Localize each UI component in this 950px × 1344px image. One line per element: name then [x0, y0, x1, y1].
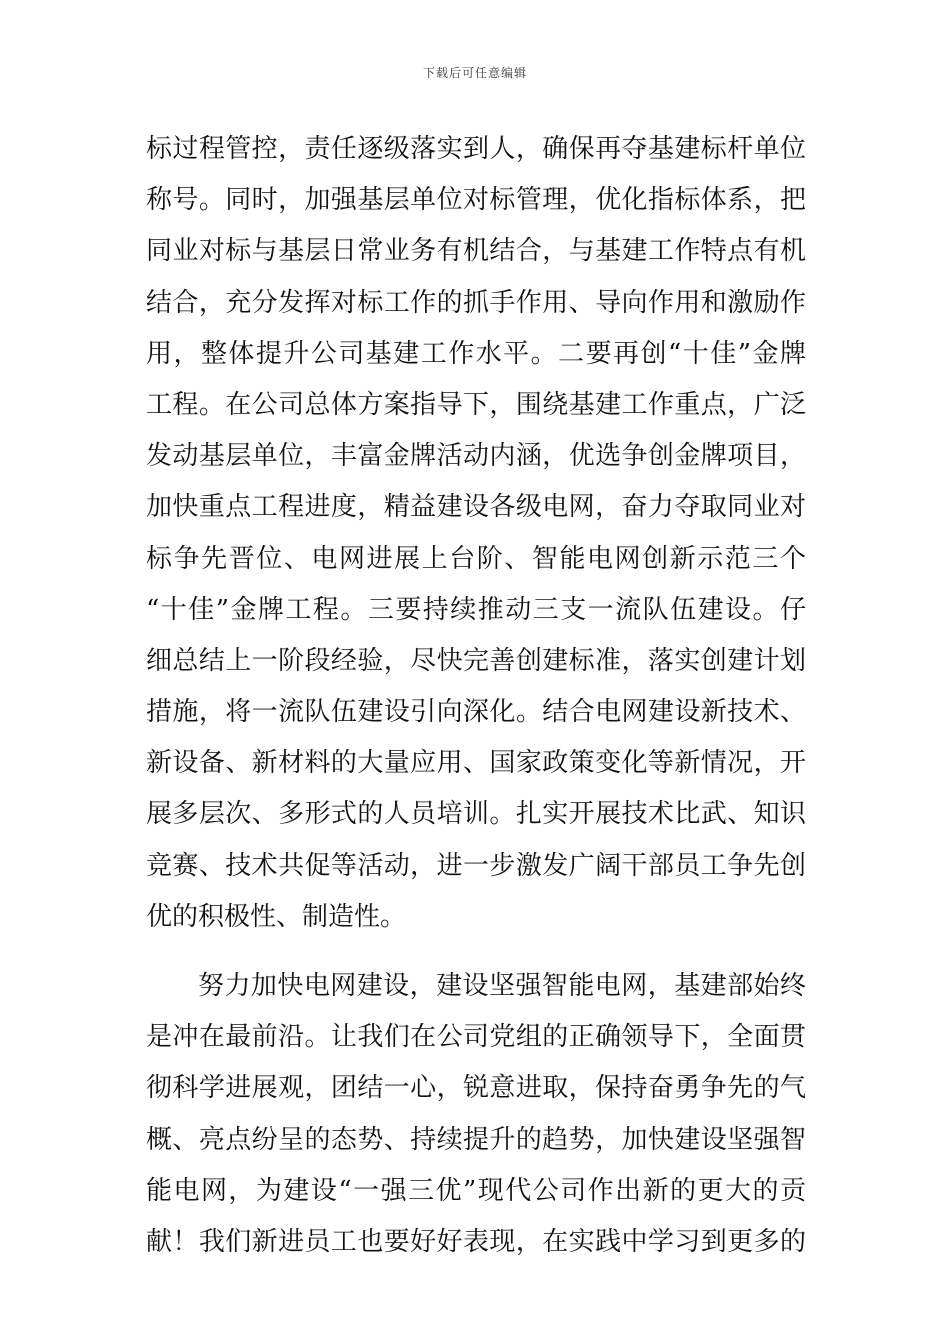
text-line: 能电网，为建设“一强三优”现代公司作出新的更大的贡 — [146, 1175, 806, 1206]
text-line: 工程。在公司总体方案指导下，围绕基建工作重点，广泛 — [146, 389, 806, 420]
paragraph — [146, 124, 806, 943]
text-line: 同业对标与基层日常业务有机结合，与基建工作特点有机 — [146, 236, 806, 267]
text-line: 结合，充分发挥对标工作的抓手作用、导向作用和激励作 — [146, 287, 806, 318]
text-line: 标过程管控，责任逐级落实到人，确保再夺基建标杆单位 — [146, 134, 806, 164]
text-line: 新设备、新材料的大量应用、国家政策变化等新情况，开 — [146, 748, 806, 779]
paragraph — [146, 961, 806, 1268]
paragraph-spacer — [146, 943, 806, 961]
page-header: 下载后可任意编辑 — [422, 66, 527, 80]
text-line: 发动基层单位，丰富金牌活动内涵，优选争创金牌项目， — [146, 441, 806, 472]
text-line: 优的积极性、制造性。 — [146, 901, 407, 932]
text-line: 标争先晋位、电网进展上台阶、智能电网创新示范三个 — [146, 543, 806, 574]
text-line: 用，整体提升公司基建工作水平。二要再创“十佳”金牌 — [146, 338, 806, 369]
text-line: 细总结上一阶段经验，尽快完善创建标准，落实创建计划 — [146, 645, 806, 676]
text-line: 彻科学进展观，团结一心，锐意进取，保持奋勇争先的气 — [146, 1073, 806, 1104]
text-line: 加快重点工程进度，精益建设各级电网，奋力夺取同业对 — [146, 492, 806, 523]
text-line: 是冲在最前沿。让我们在公司党组的正确领导下，全面贯 — [146, 1022, 806, 1053]
text-line: 措施，将一流队伍建设引向深化。结合电网建设新技术、 — [146, 697, 806, 728]
text-line: 努力加快电网建设，建设坚强智能电网，基建部始终 — [198, 971, 806, 1001]
text-line: 献！我们新进员工也要好好表现，在实践中学习到更多的 — [146, 1226, 806, 1257]
text-line: 概、亮点纷呈的态势、持续提升的趋势，加快建设坚强智 — [146, 1124, 806, 1155]
document-body — [146, 124, 806, 1268]
text-line: 竞赛、技术共促等活动，进一步激发广阔干部员工争先创 — [146, 850, 806, 881]
text-line: “十佳”金牌工程。三要持续推动三支一流队伍建设。仔 — [146, 594, 806, 625]
text-line: 称号。同时，加强基层单位对标管理，优化指标体系，把 — [146, 185, 806, 216]
text-line: 展多层次、多形式的人员培训。扎实开展技术比武、知识 — [146, 799, 806, 830]
